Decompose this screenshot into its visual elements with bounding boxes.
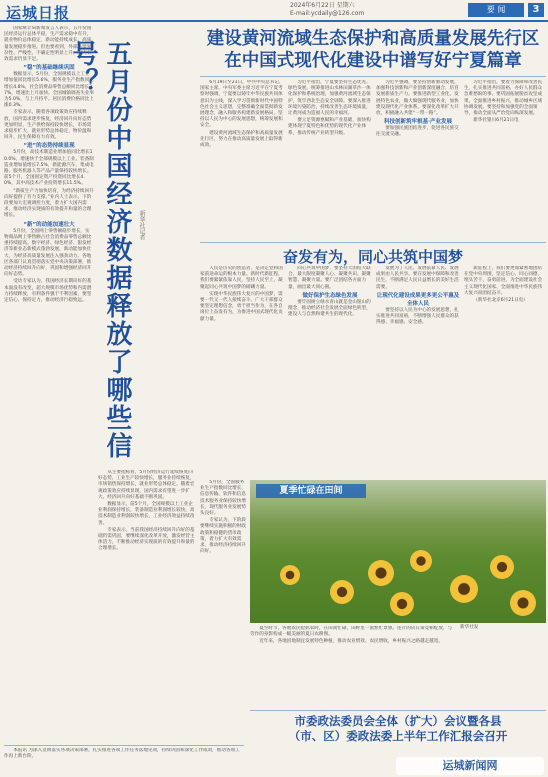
bottom-left-text: 本报讯 为深入贯彻落实各项决策部署，扎实推进各项工作任务落地见效，持续巩固和深化工作成效，推动各项工作再上新台阶。	[4, 748, 240, 760]
photo-credit: 新华社发	[460, 625, 479, 630]
feature-subhead: “稳”的基础继续巩固	[23, 65, 75, 72]
second-subhead: 做好保护生态绿色发展	[302, 292, 358, 299]
lead-subhead: 科技创新筑牢根基·产业发展	[383, 119, 453, 126]
newspaper-logo: 运城日报	[6, 4, 71, 22]
masthead	[0, 0, 548, 22]
second-rule-top	[200, 242, 546, 243]
lead-text-column-3: 习近平强调，要坚持创新驱动发展，加强科技创新和产业创新深度融合，培育发展新质生产力。要推进新型工业化，发展特色农业，做大做强现代服务业，加快建设现代化产业体系。要深化改革扩大开放，积极融入共建“一带一路”。 科技创新筑牢根基·产业发展 要加强民族团结进步，促进各民族交往交流交融。	[376, 80, 459, 138]
email-text: E-mail:ycdaily@126.com	[290, 10, 365, 17]
feature-byline: 新华社记者	[138, 210, 145, 240]
sunflower-icon	[280, 565, 300, 585]
lead-text-column-1: 6月19日至21日，中共中央总书记、国家主席、中央军委主席习近平在宁夏考察时强调，宁夏要以铸牢中华民族共同体意识为主线，深入学习贯彻新时代中国特色社会主义思想，完整准确全面贯彻新发展理念，融入和服务构建新发展格局，坚持以人民为中心的发展思想，统筹发展和安全。 建设黄河流域生态保护和高质量发展先行区，努力在推动高质量发展上取得新成效。	[200, 80, 284, 149]
left-text-column: 国家统计局新闻发言人表示，五月份国民经济运行总体平稳，生产需求稳中有升，就业物价总体稳定，新动能持续成长，高质量发展稳步推进。但也要看到，外部环境复杂性、严峻性、不确定性明显上升，国内有效需求仍显不足。 “稳”的基础继续巩固 数据显示，5月份，全国规模以上工业增加值同比增长5.6%，服务业生产指数同比增长4.8%，社会消费品零售总额同比增长3.7%，增速比上月加快。全国城镇调查失业率为5.0%，与上月持平。居民消费价格同比上涨0.3%。 专家表示，随着各项政策效应持续释放，国内需求逐步恢复，经济回升向好态势更加明显，生产供给保持较快增长，市场需求稳步扩大，就业形势总体稳定，物价温和回升，民生保障有力有效。 “进”的态势持续显现 5月份，高技术制造业增加值同比增长10.0%，增速快于全部规模以上工业。装备制造业增加值增长7.5%，新能源汽车、集成电路、服务机器人等产品产量保持较快增长。前5个月，全国固定资产投资同比增长4.0%，其中高技术产业投资增长11.5%。 “新质生产力加快培育，为经济持续回升向好提供了有力支撑。”业内人士表示，下阶段要加大宏观调控力度，着力扩大国内需求，推动经济实现质的有效提升和量的合理增长。 “新”的动能加速壮大 5月份，全国网上零售额稳步增长，实物商品网上零售额占社会消费品零售总额比重持续提高。数字经济、绿色经济、银发经济等新业态新模式蓬勃发展，新动能加快壮大，为经济高质量发展注入强劲动力。各地区各部门认真贯彻落实党中央决策部署，推动经济持续回升向好，巩固和增强经济回升向好态势。 受访专家认为，我国经济长期向好的基本面没有改变，超大规模市场优势和内需潜力持续释放，有利条件强于不利因素，要坚定信心、保持定力，推动经济行稳致远。	[4, 26, 94, 303]
second-subhead: 让现代化建设成果更多更公平惠及全体人民	[376, 292, 460, 307]
sunflower-icon	[490, 555, 514, 579]
lead-title-line2: 在中国式现代化建设中谱写好宁夏篇章	[224, 51, 522, 71]
lead-rule	[200, 76, 546, 77]
lead-text-column-4: 习近平指出，要着力保障和改善民生，扎实推进共同富裕，办好人民群众急难愁盼的事。要巩固拓展脱贫攻坚成果，全面推进乡村振兴，推动城乡区域协调发展。要坚持和加强党的全面领导，推动全面从严治党向纵深发展。 新华社银川6月21日电	[464, 80, 543, 124]
bottom-headline	[250, 714, 546, 744]
sunflower-icon	[368, 560, 394, 586]
bottom-rule	[250, 710, 546, 711]
second-text-column-1: 人民是历史的创造者，是决定党和国家前途命运的根本力量。新时代新征程，我们要紧紧依靠人民，坚持人民至上，凝聚起同心共筑中国梦的磅礴力量。 实现中华民族伟大复兴的中国梦，需要一代又一代人接续奋斗。广大干部群众要坚定理想信念，勇于担当作为，在各自岗位上奋发有为，为推进中国式现代化贡献力量。	[200, 266, 283, 322]
photo-left-caption-column: 夏至时节，各地农民抢抓农时，在田间忙碌，田野里一派繁忙景象。连片的向日葵竞相绽放，与劳作的身影构成一幅美丽的夏日农耕图。 近年来，各地因地制宜发展特色种植，推动农业增效、农民增收，乡村振兴之路越走越宽。	[250, 626, 453, 645]
bottom-title-line2: （市、区）委政法委上半年工作汇报会召开	[288, 729, 508, 743]
lead-headline	[200, 28, 546, 72]
sunflower-icon	[450, 575, 478, 603]
sunflower-icon	[410, 550, 432, 572]
feature-text-column: 从主要指标看，5月份经济运行延续恢复向好态势，工业生产较快增长，服务业持续恢复，市场销售保持增长，就业形势总体稳定。随着宏观政策效应持续显现，国内需求有望进一步扩大，经济回升向好基础不断巩固。 数据显示，前5个月，全国规模以上工业企业利润保持增长，装备制造业利润增长较快，高技术制造业利润较快增长，工业经济效益持续改善。 专家表示，当前我国经济持续回升向好的基础仍需巩固，要继续深化改革开放，激发经营主体活力，不断推动经济实现质的有效提升和量的合理增长。	[98, 470, 195, 552]
second-text-column-4: 新征程上，我们要更加紧密地团结在党中央周围，坚定信心、同心同德，埋头苦干、奋勇前进，为全面建设社会主义现代化国家、全面推进中华民族伟大复兴而团结奋斗。 （新华社北京6月21日电）	[464, 266, 543, 304]
second-text-column-3: 发展为了人民、发展依靠人民、发展成果由人民共享。要在发展中保障和改善民生，不断满足人民日益增长的美好生活需要。 让现代化建设成果更多更公平惠及全体人民 要坚持以人民为中心的发展思想，扎实推进共同富裕，不断增强人民群众的获得感、幸福感、安全感。	[376, 266, 460, 326]
bottom-left-box	[4, 745, 244, 773]
photo-caption	[460, 625, 546, 631]
sunflower-icon	[510, 590, 536, 616]
lead-text-column-2: 习近平指出，宁夏要坚持生态优先、绿色发展，统筹推进山水林田湖草沙一体化保护和系统治理，加强黄河流域生态保护，筑牢西北生态安全屏障。要深入推进环境污染防治，持续改善生态环境质量，让黄河成为造福人民的幸福河。 要立足资源禀赋和产业基础，加快构建体现宁夏特色和优势的现代化产业体系，推动传统产业转型升级。	[288, 80, 371, 136]
bottom-title-line1: 市委政法委员会全体（扩大）会议暨各县	[294, 714, 502, 728]
mid-text-column: 5月份，全国服务业生产指数同比增长，信息传输、软件和信息技术服务业保持较快增长，现代服务业发展势头良好。 专家认为，下阶段要继续实施积极的财政政策和稳健的货币政策，着力扩大有效需求，推动经济持续回升向好。	[200, 480, 246, 555]
page-number: 3	[528, 3, 544, 17]
sunflower-field-photo	[250, 480, 546, 623]
second-text-column-2: 同心共筑中国梦，要坚持大团结大联合，最大限度凝聚人心、凝聚共识、凝聚智慧、凝聚力量。要广泛团结各方面力量，画出最大同心圆。 做好保护生态绿色发展 要牢固树立绿水青山就是金山银山的理念，推动经济社会发展全面绿色转型，建设人与自然和谐共生的现代化。	[288, 266, 371, 318]
second-headline: 奋发有为，同心共筑中国梦	[282, 248, 463, 266]
feature-subhead: “新”的动能加速壮大	[23, 221, 75, 228]
dateline	[290, 2, 364, 18]
section-tab: 要 闻	[468, 3, 524, 17]
date-text: 2024年6月22日 星期六	[290, 2, 355, 9]
lead-title-line1: 建设黄河流域生态保护和高质量发展先行区	[206, 29, 540, 49]
sunflower-icon	[390, 592, 414, 616]
watermark: 运城新闻网	[396, 757, 544, 775]
photo-title: 夏季忙碌在田间	[256, 484, 366, 498]
sunflower-icon	[330, 580, 354, 604]
feature-subhead: “进”的态势持续显现	[23, 143, 75, 150]
feature-title: 五月份中国经济数据释放了哪些信号？	[68, 40, 132, 460]
